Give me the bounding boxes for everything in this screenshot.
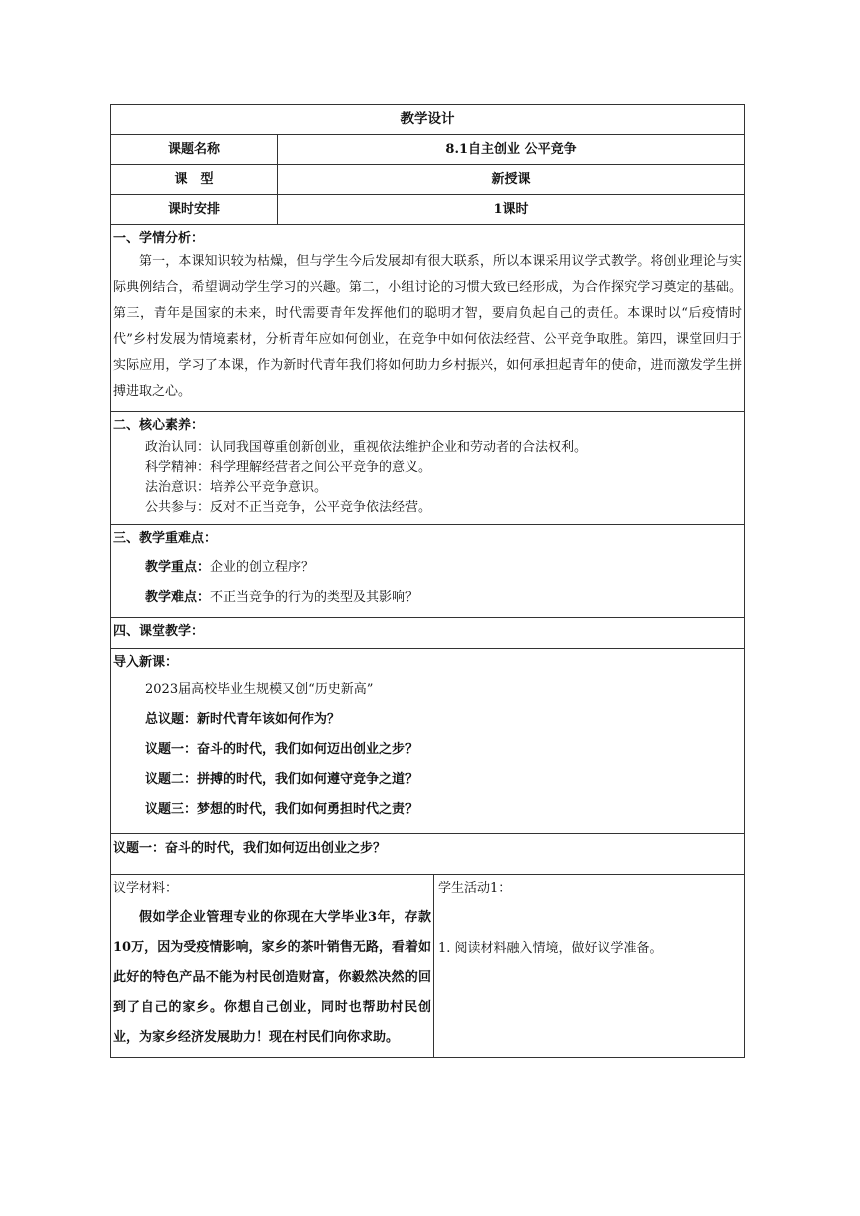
keypoints-section [111,525,745,618]
activity-section [434,875,745,1058]
analysis-title: 一、学情分析： [113,231,205,246]
activity-title: 学生活动1： [438,881,512,896]
course-type-label: 课 型 [111,165,278,195]
activity-item: 1. 阅读材料融入情境，做好议学准备。 [438,941,663,956]
intro-line: 议题三：梦想的时代，我们如何勇担时代之责？ [145,802,419,817]
teaching-title: 四、课堂教学： [113,624,205,639]
course-type-value: 新授课 [278,165,745,195]
literacy-item: 法治意识：培养公平竞争意识。 [145,480,328,495]
focus-label: 教学重点： [145,560,211,575]
literacy-title: 二、核心素养： [113,418,205,433]
topic1-heading: 议题一：奋斗的时代，我们如何迈出创业之步？ [111,834,745,875]
intro-title: 导入新课： [113,655,179,670]
intro-line: 议题二：拼搏的时代，我们如何遵守竞争之道？ [145,772,419,787]
material-section [111,875,434,1058]
intro-line: 总议题：新时代青年该如何作为？ [145,712,341,727]
course-name-value: 8.1自主创业 公平竞争 [278,135,745,165]
lesson-plan [110,104,744,1058]
literacy-item: 政治认同：认同我国尊重创新创业，重视依法维护企业和劳动者的合法权利。 [145,440,588,455]
analysis-text: 第一，本课知识较为枯燥，但与学生今后发展却有很大联系，所以本课采用议学式教学。将创业理论与实际典例结合，希望调动学生学习的兴趣。第二，小组讨论的习惯大致已经形成，为合作探究学习奠定的基础。第三，青年是国家的未来，时代需要青年发挥他们的聪明才智，要肩负起自己的责任。本课时以“后疫情时代”乡村发展为情境素材，分析青年应如何创业，在竞争中如何依法经营、公平竞争取胜。第四，课堂回归于实际应用，学习了本课，作为新时代青年我们将如何助力乡村振兴，如何承担起青年的使命，进而激发学生拼搏进取之心。 [113,254,743,399]
intro-line: 2023届高校毕业生规模又创“历史新高” [145,682,374,697]
difficulty-text: 不正当竞争的行为的类型及其影响？ [210,590,419,605]
lesson-plan-table [110,104,745,1058]
literacy-section [111,412,745,525]
material-title: 议学材料： [113,881,179,896]
intro-section [111,649,745,834]
schedule-label: 课时安排 [111,195,278,225]
literacy-item: 公共参与：反对不正当竞争，公平竞争依法经营。 [145,500,432,515]
teaching-section [111,618,745,649]
course-name-label: 课题名称 [111,135,278,165]
analysis-section [111,225,745,412]
keypoints-title: 三、教学重难点： [113,531,218,546]
material-text: 假如学企业管理专业的你现在大学毕业3年，存款10万，因为受疫情影响，家乡的茶叶销售无路，看着如此好的特色产品不能为村民创造财富，你毅然决然的回到了自己的家乡。你想自己创业，同时也帮助村民创业，为家乡经济发展助力！现在村民们向你求助。 [113,910,431,1045]
schedule-value: 1课时 [278,195,745,225]
focus-text: 企业的创立程序？ [210,560,315,575]
difficulty-label: 教学难点： [145,590,211,605]
table-header: 教学设计 [111,105,745,135]
literacy-item: 科学精神：科学理解经营者之间公平竞争的意义。 [145,460,432,475]
intro-line: 议题一：奋斗的时代，我们如何迈出创业之步？ [145,742,419,757]
